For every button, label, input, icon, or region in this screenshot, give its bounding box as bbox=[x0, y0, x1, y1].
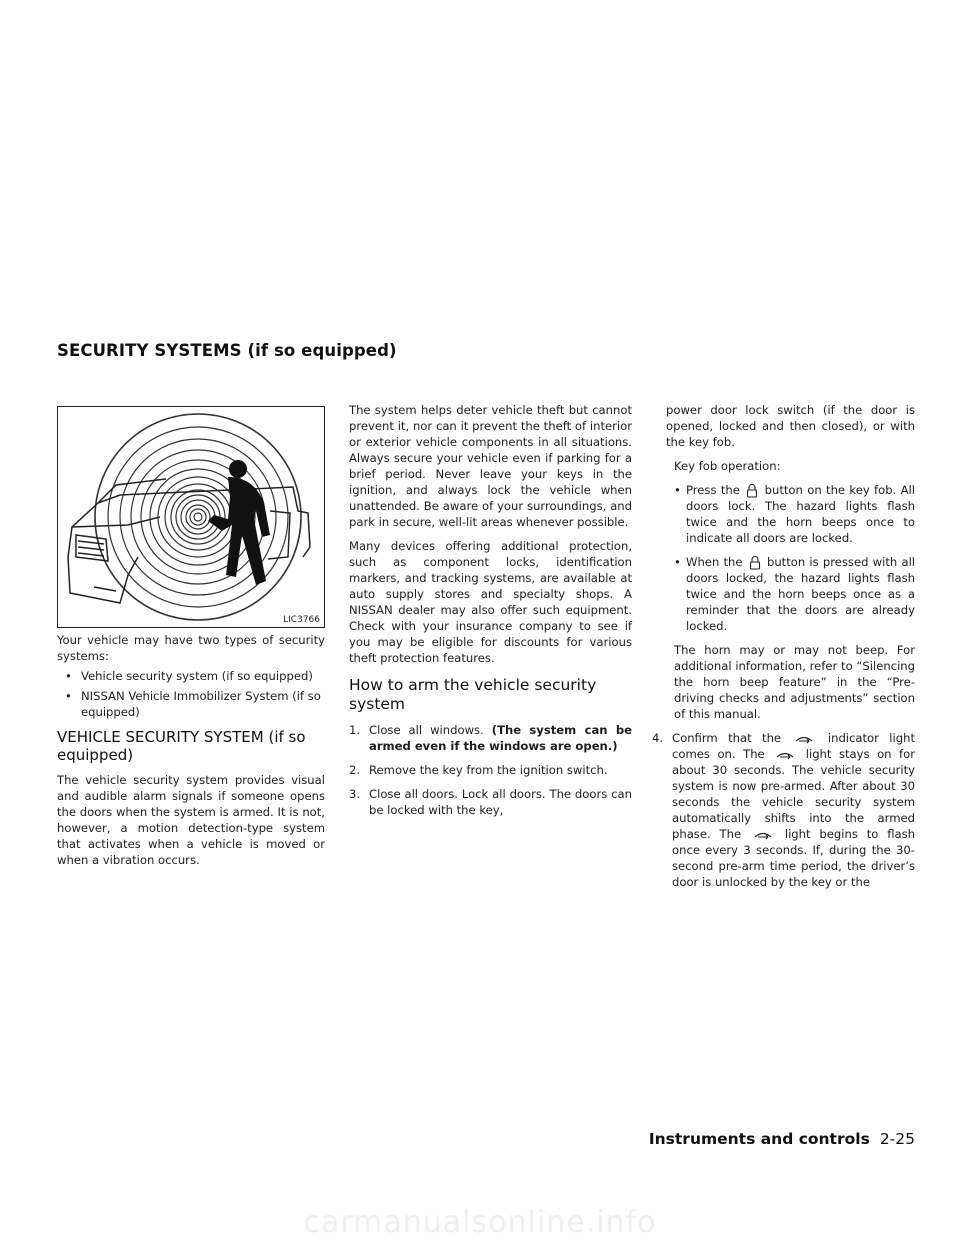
bullet-item bbox=[652, 554, 915, 634]
bullet-text: Press the bbox=[686, 483, 740, 497]
bullet-text: NISSAN Vehicle Immobilizer System (if so equipped) bbox=[81, 689, 321, 719]
step-text: Confirm that the bbox=[672, 731, 782, 745]
step-text: light begins to flash once every 3 seconds. If, during the 30-second pre-arm time period, the driver’s door is unlocked by the key or the bbox=[672, 827, 916, 889]
security-indicator-icon bbox=[793, 733, 815, 745]
step-item bbox=[652, 730, 915, 890]
step-text: Close all windows. bbox=[369, 723, 484, 737]
bullet-text: button on the key fob. All doors lock. The hazard lights flash twice and the horn beeps once to indicate all doors are locked. bbox=[686, 483, 915, 545]
step-item bbox=[349, 762, 632, 778]
bullet-mark: • bbox=[65, 689, 72, 703]
step-item bbox=[349, 722, 632, 754]
bullet-mark: • bbox=[674, 555, 681, 569]
bullet-item bbox=[57, 688, 325, 720]
page-number: 2-25 bbox=[879, 1130, 915, 1148]
lock-icon bbox=[749, 555, 761, 570]
security-indicator-icon bbox=[752, 829, 774, 841]
step-number: 2. bbox=[349, 763, 361, 777]
column-3 bbox=[652, 402, 915, 898]
footer-section: Instruments and controls bbox=[648, 1130, 870, 1148]
horn-note: The horn may or may not beep. For additional information, refer to “Silencing the horn beep feature” in the “Pre-driving checks and adjustments” section of this manual. bbox=[674, 643, 915, 721]
step-bold-note: (The system can be armed even if the windows are open.) bbox=[369, 723, 633, 753]
security-illustration bbox=[57, 406, 325, 628]
security-indicator-icon bbox=[774, 749, 796, 761]
theft-illustration bbox=[58, 407, 324, 627]
step-number: 4. bbox=[652, 731, 664, 745]
bullet-mark: • bbox=[674, 483, 681, 497]
bullet-item bbox=[652, 482, 915, 546]
figure-label: LIC3766 bbox=[283, 615, 320, 625]
column-2 bbox=[349, 402, 632, 826]
step-number: 1. bbox=[349, 723, 361, 737]
bullet-text: button is pressed with all doors locked, the hazard lights flash twice and the horn beeps once as a reminder that the doors are already locked. bbox=[686, 555, 916, 633]
bullet-item bbox=[57, 668, 325, 684]
page-footer bbox=[649, 1130, 915, 1148]
bullet-text: When the bbox=[686, 555, 743, 569]
arm-heading: How to arm the vehicle security system bbox=[349, 676, 597, 713]
intro-text: Your vehicle may have two types of security systems: bbox=[57, 633, 325, 663]
keyfob-heading: Key fob operation: bbox=[674, 459, 781, 473]
step-text: Close all doors. Lock all doors. The doors can be locked with the key, bbox=[369, 787, 632, 817]
step-text: indicator light comes on. The bbox=[672, 731, 916, 761]
column-1 bbox=[57, 632, 325, 876]
vss-heading: VEHICLE SECURITY SYSTEM (if so equipped) bbox=[57, 728, 306, 764]
continued-text: power door lock switch (if the door is opened, locked and then closed), or with the key fob. bbox=[666, 403, 915, 449]
step-number: 3. bbox=[349, 787, 361, 801]
step-text: light stays on for about 30 seconds. The vehicle security system is now pre-armed. After about 30 seconds the vehicle security system automatically shifts into the armed phase. The bbox=[672, 747, 916, 841]
bullet-text: Vehicle security system (if so equipped) bbox=[81, 669, 313, 683]
bullet-mark: • bbox=[65, 669, 72, 683]
step-text: Remove the key from the ignition switch. bbox=[369, 763, 608, 777]
step-item bbox=[349, 786, 632, 818]
paragraph: Many devices offering additional protection, such as component locks, identification markers, and tracking systems, are available at auto supply stores and specialty shops. A NISSAN dealer may also offer such equipment. Check with your insurance company to see if you may be eligible for discounts for various theft protection features. bbox=[349, 539, 632, 665]
watermark: carmanualsonline.info bbox=[303, 1205, 657, 1240]
vss-paragraph: The vehicle security system provides visual and audible alarm signals if someone opens the doors when the system is armed. It is not, however, a motion detection-type system that activates when a vehicle is moved or when a vibration occurs. bbox=[57, 773, 325, 867]
paragraph: The system helps deter vehicle theft but cannot prevent it, nor can it prevent the theft of interior or exterior vehicle components in all situations. Always secure your vehicle even if parking for a brief period. Never leave your keys in the ignition, and always lock the vehicle when unattended. Be aware of your surroundings, and park in secure, well-lit areas whenever possible. bbox=[349, 403, 632, 529]
lock-icon bbox=[746, 483, 758, 498]
section-title: SECURITY SYSTEMS (if so equipped) bbox=[57, 341, 397, 360]
